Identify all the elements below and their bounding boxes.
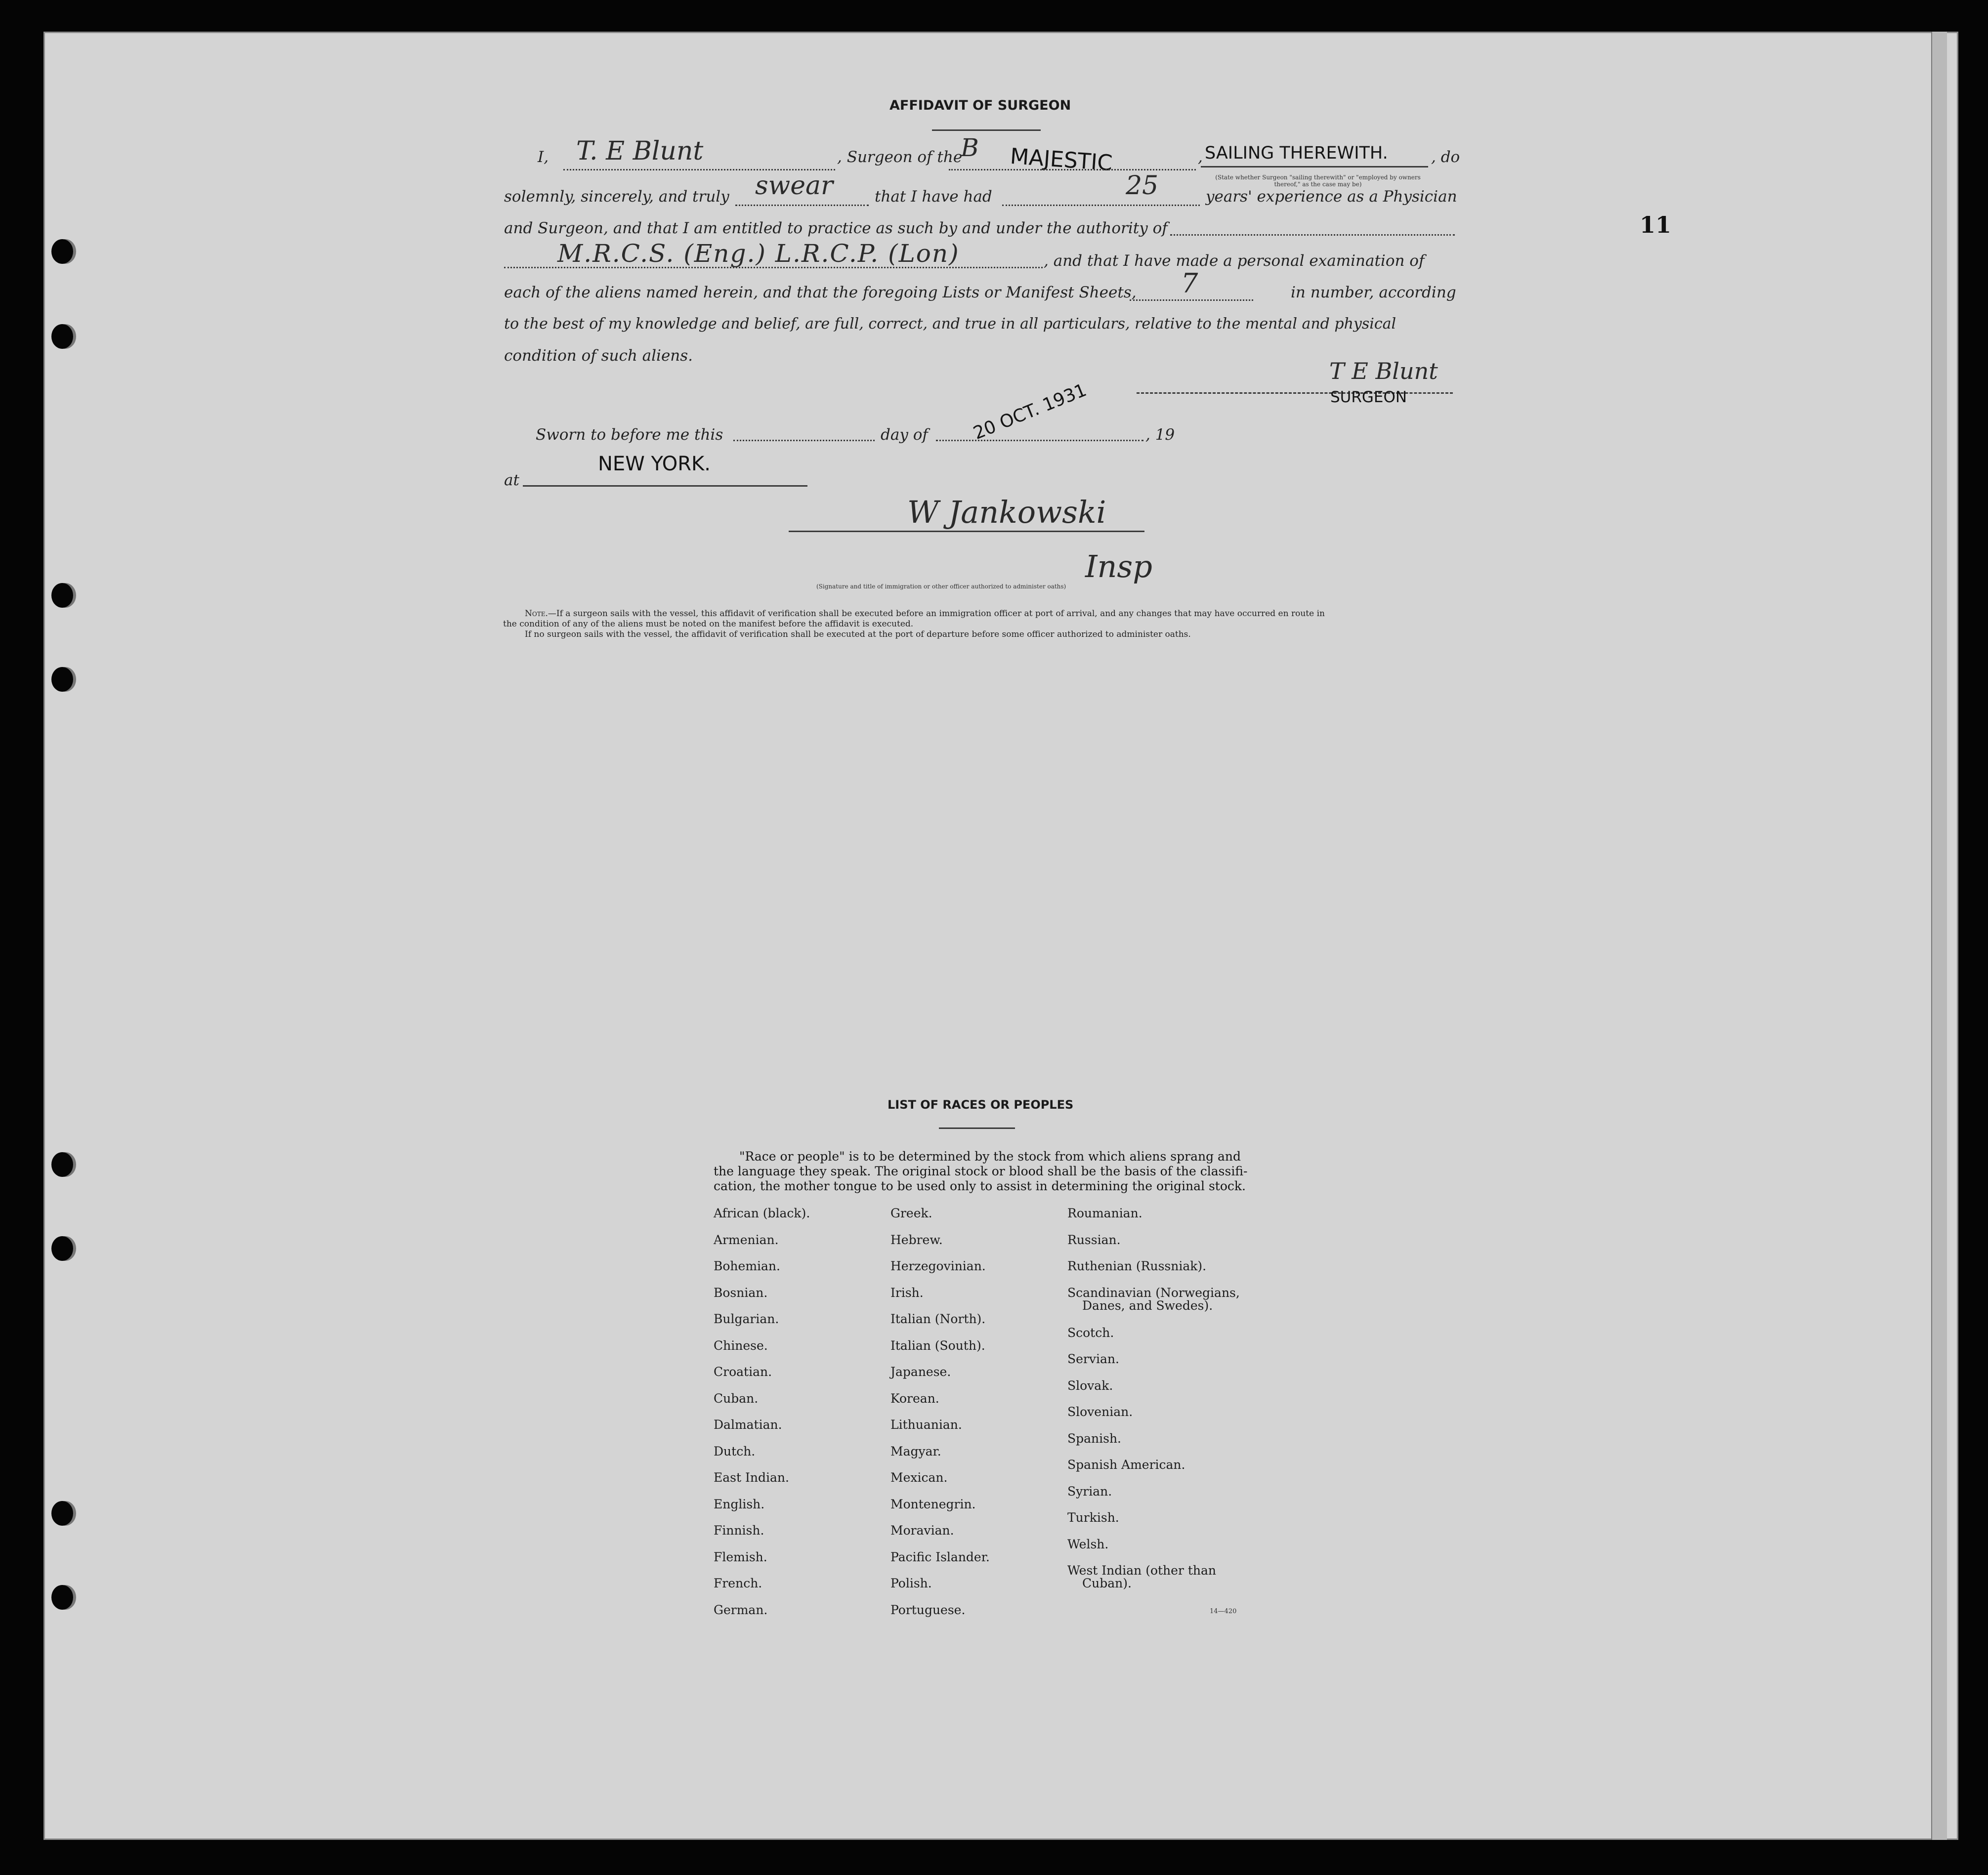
text-that-i-have-had: that I have had — [875, 188, 992, 206]
race-item: Turkish. — [1067, 1510, 1119, 1525]
text-surgeon-of-the: , Surgeon of the — [837, 148, 963, 166]
sheets-count-field[interactable]: 7 — [1181, 268, 1198, 299]
race-item: Pacific Islander. — [890, 1550, 990, 1564]
race-item: Slovak. — [1067, 1378, 1113, 1393]
text-and-surgeon: and Surgeon, and that I am entitled to practice as such by and under the authority of — [504, 219, 1168, 237]
race-item: Russian. — [1067, 1233, 1121, 1247]
races-intro-line-1: "Race or people" is to be determined by the stock from which aliens sprang and — [739, 1149, 1241, 1164]
officer-signature: W Jankowski — [907, 494, 1106, 530]
race-item: Welsh. — [1067, 1537, 1109, 1551]
race-item: Herzegovinian. — [890, 1259, 986, 1273]
race-item: Armenian. — [714, 1233, 779, 1247]
race-item: Syrian. — [1067, 1484, 1112, 1499]
text-years-experience: years' experience as a Physician — [1206, 188, 1457, 206]
race-item: Spanish. — [1067, 1431, 1122, 1446]
text-i: I, — [538, 148, 549, 166]
race-item: English. — [714, 1497, 765, 1511]
race-item: Danes, and Swedes). — [1082, 1298, 1213, 1313]
race-item: Portuguese. — [890, 1603, 966, 1617]
title-rule — [932, 129, 1041, 131]
race-item: Irish. — [890, 1286, 924, 1300]
text-do: , do — [1431, 148, 1460, 166]
text-in-number: in number, according — [1291, 284, 1456, 301]
manifest-sheet — [43, 32, 1958, 1840]
race-item: Croatian. — [714, 1365, 772, 1379]
binder-hole — [51, 1585, 73, 1610]
race-item: Roumanian. — [1067, 1206, 1142, 1220]
race-item: Flemish. — [714, 1550, 767, 1564]
race-item: Italian (North). — [890, 1312, 986, 1326]
surgeon-stamp: SURGEON — [1330, 388, 1407, 406]
race-item: Hebrew. — [890, 1233, 943, 1247]
race-item: German. — [714, 1603, 768, 1617]
officer-title: Insp — [1085, 548, 1152, 584]
race-item: Spanish American. — [1067, 1458, 1185, 1472]
race-item: East Indian. — [714, 1470, 789, 1485]
race-item: Polish. — [890, 1576, 932, 1590]
signature-caption: (Signature and title of immigration or other officer authorized to administer oaths) — [816, 583, 1066, 590]
race-item: Greek. — [890, 1206, 932, 1220]
text-solemnly: solemnly, sincerely, and truly — [504, 188, 729, 206]
text-day-of: day of — [881, 426, 928, 444]
race-item: Dutch. — [714, 1444, 756, 1458]
race-item: Cuban). — [1082, 1576, 1132, 1590]
text-personal-exam: , and that I have made a personal examination of — [1044, 252, 1425, 270]
race-item: African (black). — [714, 1206, 810, 1220]
sheet-edge — [1931, 32, 1947, 1840]
text-condition: condition of such aliens. — [504, 347, 693, 365]
races-title: LIST OF RACES OR PEOPLES — [888, 1098, 1074, 1112]
note-line-2: the condition of any of the aliens must be noted on the manifest before the affidavit is executed. — [503, 619, 914, 629]
officer-signature-line — [789, 531, 1144, 532]
binder-hole — [51, 667, 73, 692]
form-number: 14—420 — [1210, 1608, 1237, 1615]
text-at: at — [504, 471, 519, 489]
race-item: Moravian. — [890, 1523, 954, 1538]
note-label: Note. — [525, 609, 548, 619]
race-item: Bosnian. — [714, 1286, 768, 1300]
binder-hole — [51, 324, 73, 349]
races-intro-line-3: cation, the mother tongue to be used only to assist in determining the original stock. — [714, 1179, 1246, 1193]
race-item: Korean. — [890, 1391, 939, 1406]
sworn-place-stamp[interactable]: NEW YORK. — [598, 453, 711, 475]
text-comma: , — [1198, 148, 1203, 166]
race-item: Ruthenian (Russniak). — [1067, 1259, 1207, 1273]
race-item: Servian. — [1067, 1352, 1119, 1366]
ship-prefix-field[interactable]: B — [961, 133, 979, 162]
race-item: Mexican. — [890, 1470, 948, 1485]
text-best-knowledge: to the best of my knowledge and belief, are full, correct, and true in all particulars, relative to the mental and physical — [504, 315, 1396, 333]
race-item: French. — [714, 1576, 762, 1590]
race-item: Dalmatian. — [714, 1417, 782, 1432]
text-each-of-aliens: each of the aliens named herein, and that the foregoing Lists or Manifest Sheets, — [504, 284, 1137, 301]
race-item: Bulgarian. — [714, 1312, 779, 1326]
binder-hole — [51, 239, 73, 264]
binder-hole — [51, 1501, 73, 1526]
qualification-field[interactable]: M.R.C.S. (Eng.) L.R.C.P. (Lon) — [557, 239, 960, 268]
race-item: Slovenian. — [1067, 1405, 1133, 1419]
races-intro-line-2: the language they speak. The original stock or blood shall be the basis of the classifi- — [714, 1164, 1248, 1178]
sailing-hint: (State whether Surgeon "sailing therewith" or "employed by owners thereof," as the case may be) — [1215, 174, 1421, 188]
sworn-date-stamp[interactable]: 20 OCT. 1931 — [971, 379, 1090, 444]
race-item: Finnish. — [714, 1523, 764, 1538]
page-number: 11 — [1640, 211, 1672, 238]
race-item: Cuban. — [714, 1391, 759, 1406]
years-field[interactable]: 25 — [1126, 171, 1159, 201]
ship-name-stamp[interactable]: MAJESTIC — [1009, 143, 1113, 176]
race-item: West Indian (other than — [1067, 1563, 1217, 1578]
sailing-status-stamp[interactable]: SAILING THEREWITH. — [1205, 143, 1388, 163]
binder-hole — [51, 1236, 73, 1261]
race-item: Magyar. — [890, 1444, 941, 1458]
surgeon-name-field[interactable]: T. E Blunt — [576, 136, 704, 166]
binder-hole — [51, 583, 73, 608]
text-sworn: Sworn to before me this — [536, 426, 723, 444]
races-title-rule — [939, 1127, 1015, 1129]
race-item: Italian (South). — [890, 1338, 985, 1353]
race-item: Scandinavian (Norwegians, — [1067, 1286, 1240, 1300]
surgeon-signature: T E Blunt — [1329, 358, 1438, 384]
race-item: Montenegrin. — [890, 1497, 976, 1511]
text-year-prefix: , 19 — [1145, 426, 1175, 444]
race-item: Bohemian. — [714, 1259, 780, 1273]
race-item: Chinese. — [714, 1338, 768, 1353]
note-line-1 — [525, 609, 1325, 619]
note-line-3: If no surgeon sails with the vessel, the affidavit of verification shall be executed at the port of departure before some officer authorized to administer oaths. — [525, 629, 1191, 639]
race-item: Scotch. — [1067, 1326, 1114, 1340]
oath-word-field[interactable]: swear — [755, 171, 833, 201]
race-item: Lithuanian. — [890, 1417, 962, 1432]
binder-hole — [51, 1152, 73, 1177]
race-item: Japanese. — [890, 1365, 951, 1379]
affidavit-title: AFFIDAVIT OF SURGEON — [889, 98, 1071, 113]
note-text-1: —If a surgeon sails with the vessel, this affidavit of verification shall be executed before an immigration officer at port of arrival, and any changes that may have occurred en route in — [548, 609, 1325, 619]
